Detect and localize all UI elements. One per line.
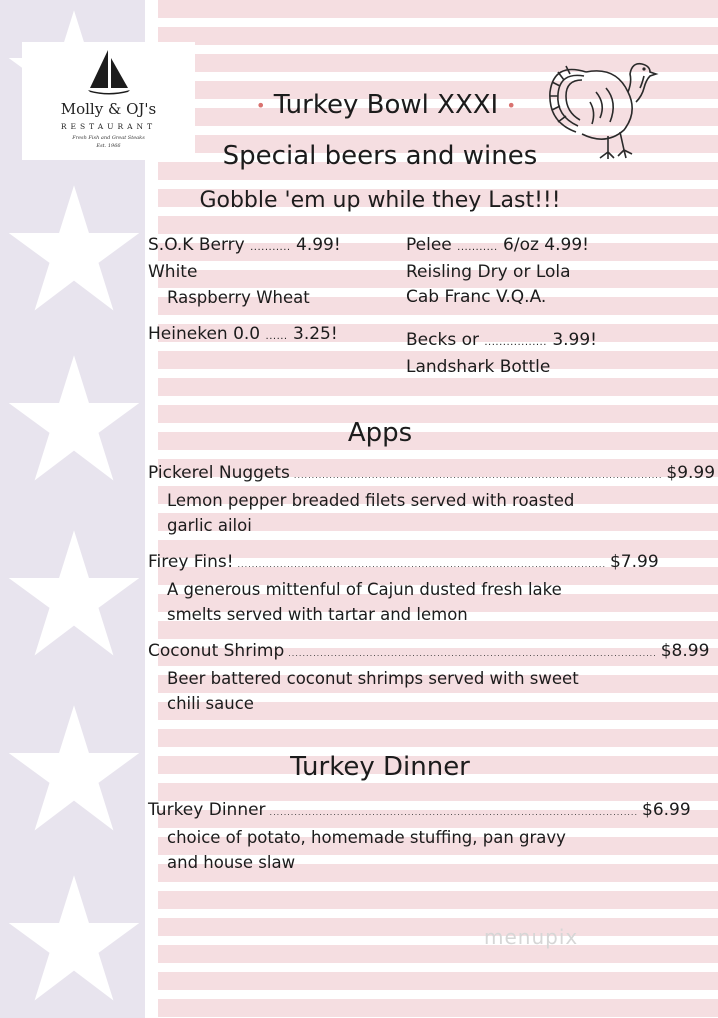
beverage-name: S.O.K Berry xyxy=(148,235,245,255)
leader-dots: ........................................................................................................ xyxy=(237,560,606,569)
item-name: Turkey Dinner xyxy=(148,800,266,820)
menu-item-pickerel-nuggets xyxy=(148,463,716,538)
bullet-right: • xyxy=(506,96,516,115)
beverage-price: 6/oz 4.99! xyxy=(503,235,589,255)
star-icon xyxy=(6,185,142,315)
beverage-heineken xyxy=(148,322,338,349)
beverage-price: 3.99! xyxy=(552,330,597,350)
leader-dots: ........................................................................................................ xyxy=(293,471,663,480)
beverage-line: White xyxy=(148,262,198,282)
star-icon xyxy=(6,355,142,485)
turkey-dinner-heading: Turkey Dinner xyxy=(290,752,470,782)
menu-item-turkey-dinner xyxy=(148,800,691,875)
leader-dots: ...... xyxy=(265,331,288,342)
beverage-becks xyxy=(406,328,597,380)
beverage-line: Raspberry Wheat xyxy=(167,288,310,307)
item-description: Lemon pepper breaded filets served with roasted garlic ailoi xyxy=(167,491,575,535)
apps-heading: Apps xyxy=(347,418,413,448)
logo-name: Molly & OJ's xyxy=(60,100,157,118)
menu-item-firey-fins xyxy=(148,552,659,627)
leader-dots: ........................................................................................................ xyxy=(288,649,657,658)
beverage-name: Heineken 0.0 xyxy=(148,324,261,344)
leader-dots: ........... xyxy=(457,242,498,253)
item-name: Pickerel Nuggets xyxy=(148,463,290,483)
bullet-left: • xyxy=(256,96,266,115)
item-description: choice of potato, homemade stuffing, pan gravy and house slaw xyxy=(167,828,566,872)
item-price: $6.99 xyxy=(642,800,691,820)
item-price: $8.99 xyxy=(660,641,710,661)
beverage-sok-berry xyxy=(148,233,341,310)
item-description: Beer battered coconut shrimps served with sweet chili sauce xyxy=(167,669,579,713)
logo-tagline: Fresh Fish and Great Steaks xyxy=(72,135,145,141)
leader-dots: ................. xyxy=(484,337,547,348)
logo-subtitle: RESTAURANT xyxy=(60,122,157,131)
star-icon xyxy=(6,875,142,1005)
item-name: Coconut Shrimp xyxy=(148,641,285,661)
menu-item-coconut-shrimp xyxy=(148,641,710,716)
beverage-pelee xyxy=(406,233,589,310)
specials-subtitle: Special beers and wines xyxy=(222,141,538,171)
sailboat-icon xyxy=(86,48,132,96)
item-price: $9.99 xyxy=(666,463,716,483)
leader-dots: ........... xyxy=(250,242,291,253)
item-name: Firey Fins! xyxy=(148,552,234,572)
beverage-name: Becks or xyxy=(406,330,479,350)
event-title-text: Turkey Bowl XXXI xyxy=(273,90,499,120)
beverage-price: 4.99! xyxy=(296,235,341,255)
event-title xyxy=(236,90,536,120)
beverage-price: 3.25! xyxy=(293,324,338,344)
leader-dots: ........................................................................................................ xyxy=(269,808,639,817)
item-price: $7.99 xyxy=(609,552,659,572)
beverage-line: Landshark Bottle xyxy=(406,357,551,377)
star-icon xyxy=(6,530,142,660)
beverage-line: Cab Franc V.Q.A. xyxy=(406,287,547,307)
logo-established: Est. 1966 xyxy=(96,143,121,149)
beverage-name: Pelee xyxy=(406,235,452,255)
item-description: A generous mittenful of Cajun dusted fresh lake smelts served with tartar and lemon xyxy=(167,580,562,624)
restaurant-logo xyxy=(22,42,195,160)
beverage-line: Reisling Dry or Lola xyxy=(406,262,571,282)
specials-tagline: Gobble 'em up while they Last!!! xyxy=(199,188,561,213)
watermark: menupix xyxy=(484,925,579,949)
star-icon xyxy=(6,705,142,835)
